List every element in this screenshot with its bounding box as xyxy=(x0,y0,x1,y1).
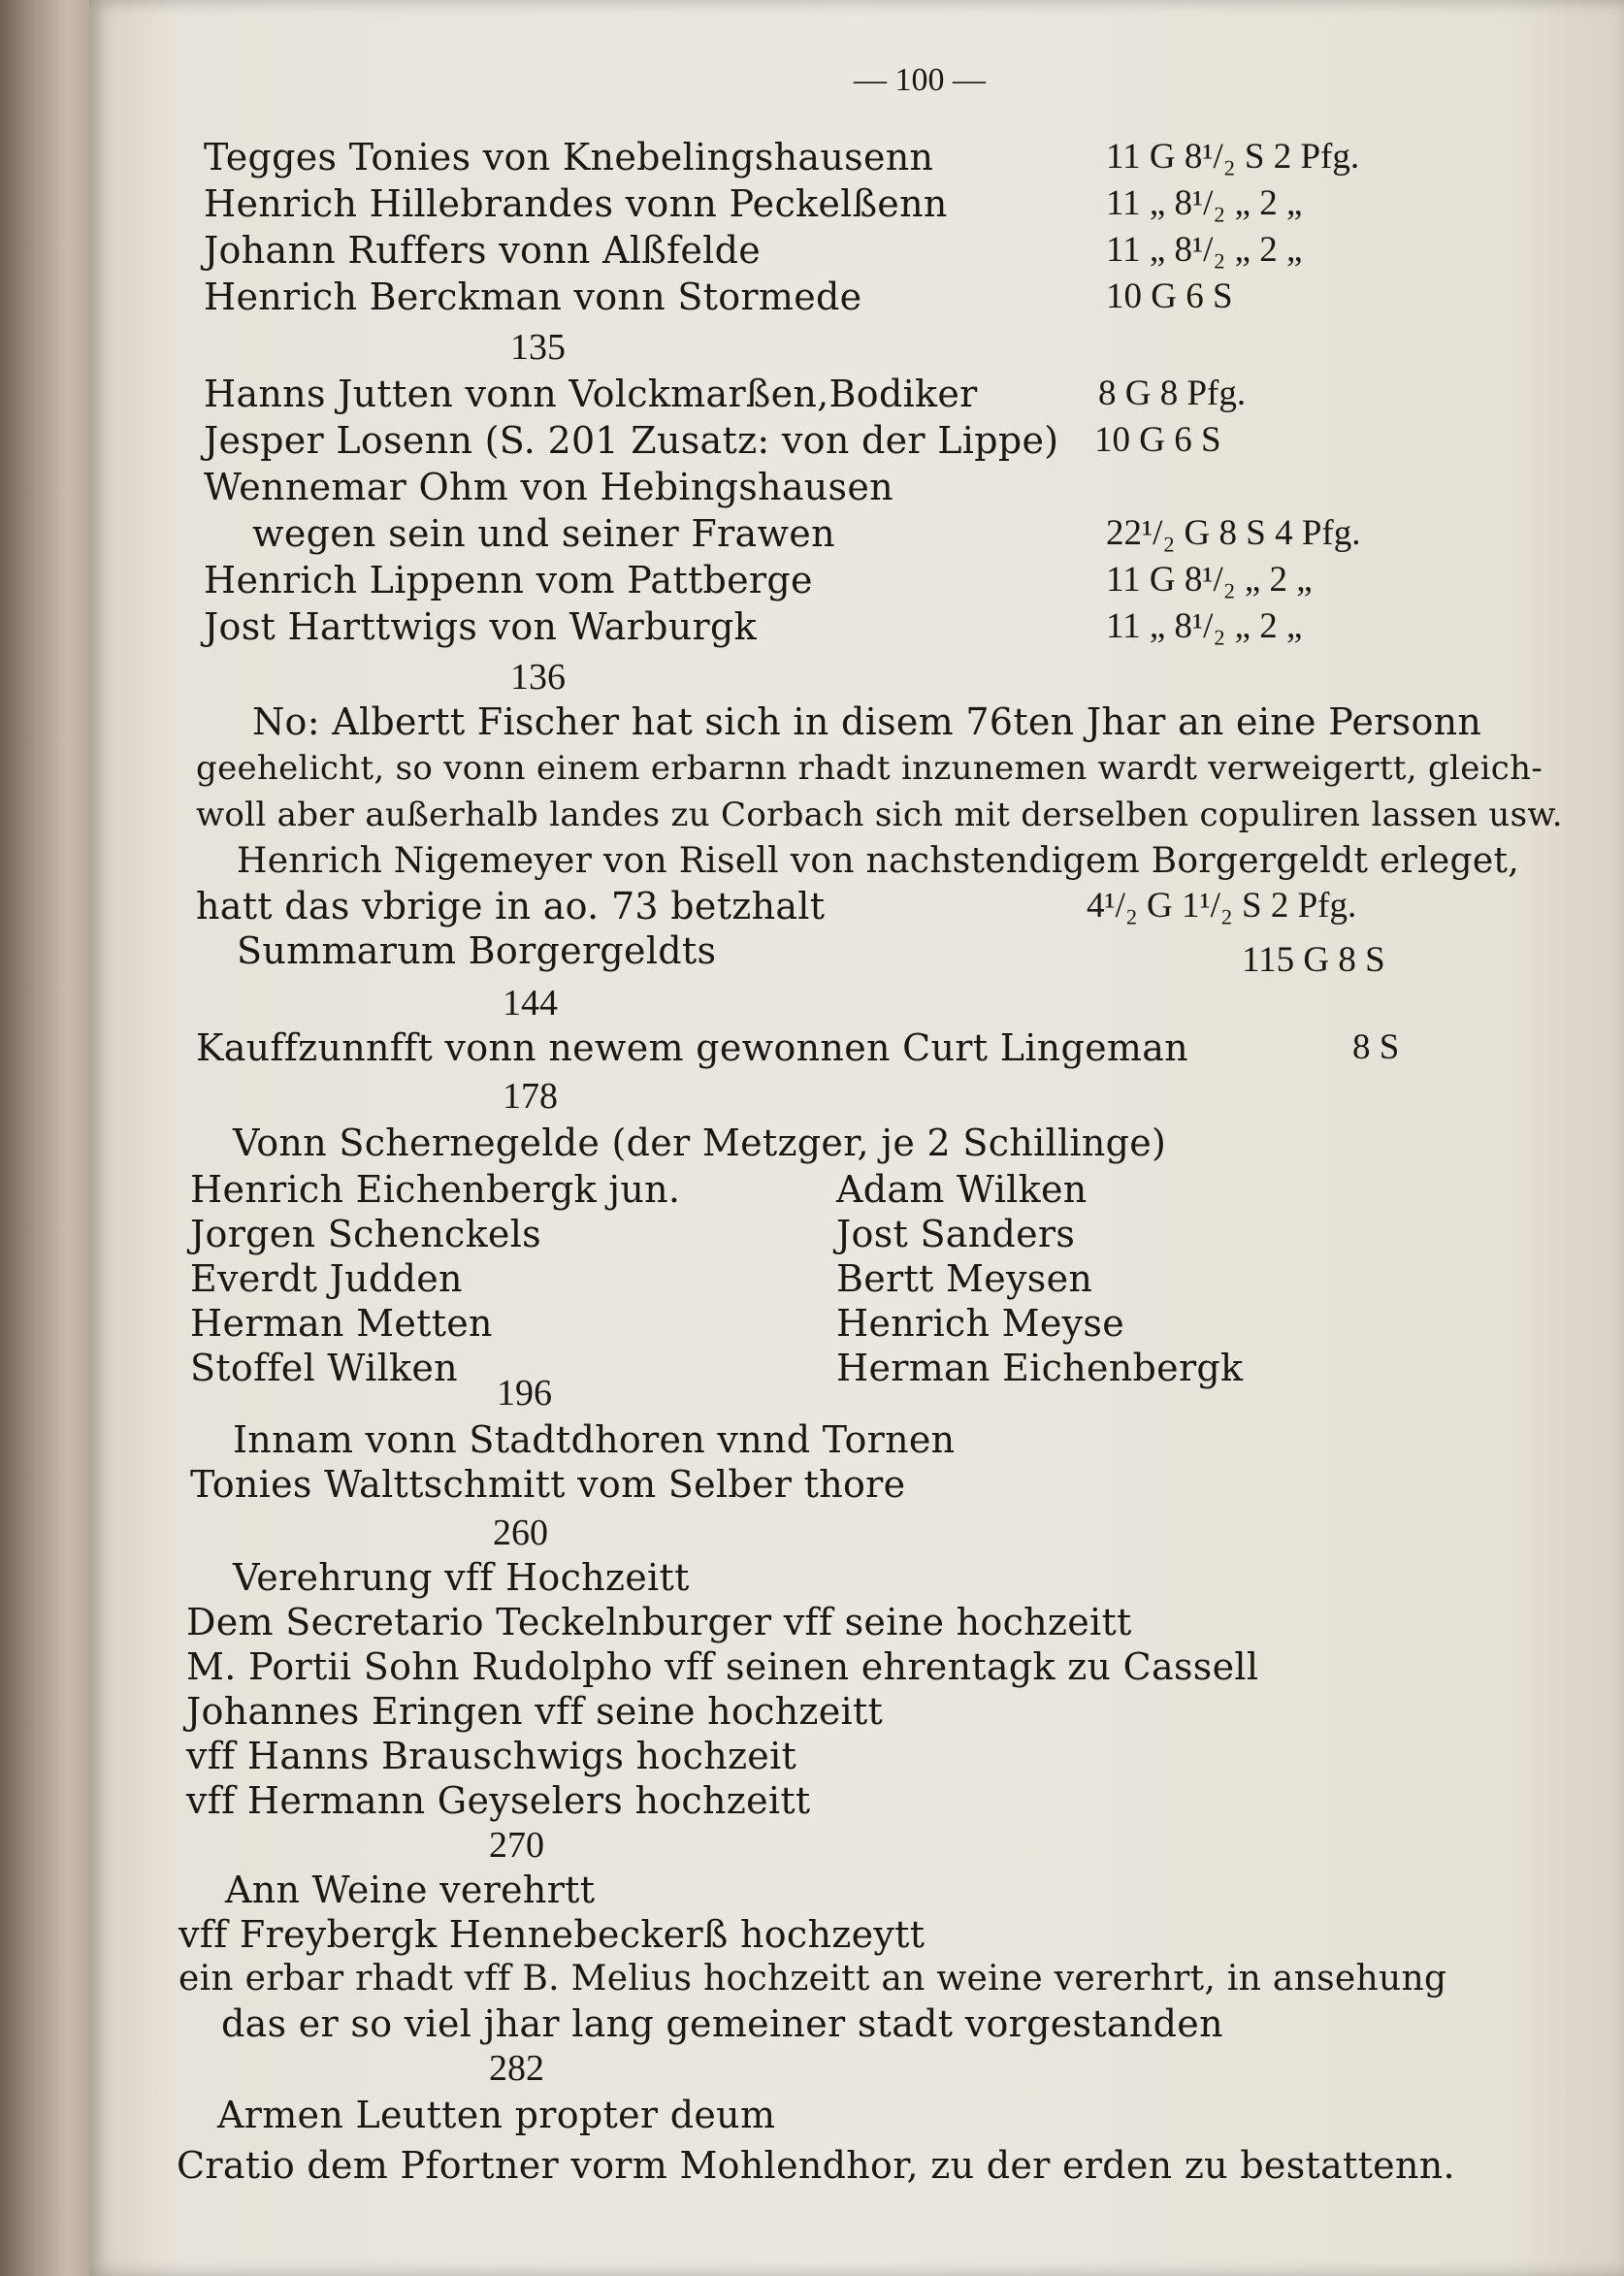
entry-text: hatt das vbrige in ao. 73 betzhalt xyxy=(196,885,826,927)
entry-text: vff Freybergk Hennebeckerß hochzeytt xyxy=(179,1913,926,1956)
section-number: 144 xyxy=(503,983,558,1024)
list-item: Herman Eichenbergk xyxy=(836,1347,1244,1389)
entry-text: Henrich Hillebrandes vonn Peckelßenn xyxy=(204,182,948,225)
entry-amount: 10 G 6 S xyxy=(1106,276,1233,316)
entry-amount: 115 G 8 S xyxy=(1242,940,1385,980)
entry-text: M. Portii Sohn Rudolpho vff seinen ehrentagk zu Cassell xyxy=(186,1645,1259,1688)
section-number: 196 xyxy=(497,1373,552,1414)
paragraph-line: No: Albertt Fischer hat sich in disem 76ten Jhar an eine Personn xyxy=(252,700,1482,743)
section-number: 270 xyxy=(489,1825,544,1866)
entry-text: Armen Leutten propter deum xyxy=(217,2094,776,2136)
list-item: Henrich Meyse xyxy=(836,1302,1125,1345)
entry-text: Tegges Tonies von Knebelingshausenn xyxy=(204,136,934,179)
book-page xyxy=(89,0,1624,2276)
entry-text: Johannes Eringen vff seine hochzeitt xyxy=(186,1690,884,1733)
entry-amount: 8 S xyxy=(1352,1027,1400,1067)
entry-text: ein erbar rhadt vff B. Melius hochzeitt an weine vererhrt, in ansehung xyxy=(179,1959,1447,1999)
entry-text: Ann Weine verehrtt xyxy=(225,1869,596,1911)
paragraph-line: Henrich Nigemeyer von Risell von nachstendigem Borgergeldt erleget, xyxy=(237,841,1519,881)
entry-amount: 11 „ 8¹/₂ „ 2 „ xyxy=(1106,606,1303,646)
paragraph-line: woll aber außerhalb landes zu Corbach sich mit derselben copuliren lassen usw. xyxy=(196,796,1563,834)
entry-text: Jesper Losenn (S. 201 Zusatz: von der Lippe) xyxy=(204,419,1059,462)
entry-amount: 11 „ 8¹/₂ „ 2 „ xyxy=(1106,230,1303,270)
section-number: 282 xyxy=(489,2048,544,2089)
entry-text: Hanns Jutten vonn Volckmarßen,Bodiker xyxy=(204,373,978,415)
entry-text: Innam vonn Stadtdhoren vnnd Tornen xyxy=(233,1418,956,1461)
list-item: Adam Wilken xyxy=(836,1168,1088,1211)
list-item: Bertt Meysen xyxy=(836,1257,1093,1300)
entry-amount: 11 G 8¹/₂ S 2 Pfg. xyxy=(1106,137,1360,177)
entry-text: Henrich Berckman vonn Stormede xyxy=(204,276,862,318)
entry-text: vff Hermann Geyselers hochzeitt xyxy=(186,1779,811,1822)
section-number: 135 xyxy=(510,327,566,368)
list-item: Jost Sanders xyxy=(836,1213,1076,1255)
entry-text: Summarum Borgergeldts xyxy=(237,929,717,972)
paragraph-line: geehelicht, so vonn einem erbarnn rhadt inzunemen wardt verweigertt, gleich- xyxy=(196,749,1543,788)
entry-text: Jost Harttwigs von Warburgk xyxy=(204,605,757,648)
book-spine-edge xyxy=(0,0,89,2276)
entry-text: vff Hanns Brauschwigs hochzeit xyxy=(186,1735,797,1777)
entry-text: Dem Secretario Teckelnburger vff seine hochzeitt xyxy=(186,1601,1132,1643)
entry-text: Kauffzunnfft vonn newem gewonnen Curt Lingeman xyxy=(196,1026,1188,1069)
section-number: 178 xyxy=(503,1076,558,1117)
entry-text: Johann Ruffers vonn Alßfelde xyxy=(204,229,761,272)
entry-amount: 8 G 8 Pfg. xyxy=(1098,374,1247,413)
entry-text: Vonn Schernegelde (der Metzger, je 2 Schillinge) xyxy=(233,1122,1167,1164)
section-number: 260 xyxy=(493,1512,548,1553)
section-number: 136 xyxy=(510,657,566,698)
list-item: Henrich Eichenbergk jun. xyxy=(190,1168,681,1211)
list-item: Jorgen Schenckels xyxy=(190,1213,541,1255)
entry-amount: 10 G 6 S xyxy=(1094,420,1221,460)
entry-text: Wennemar Ohm von Hebingshausen xyxy=(204,466,893,508)
entry-amount: 11 G 8¹/₂ „ 2 „ xyxy=(1106,560,1313,600)
list-item: Everdt Judden xyxy=(190,1257,463,1300)
entry-amount: 4¹/₂ G 1¹/₂ S 2 Pfg. xyxy=(1087,886,1357,926)
entry-text: das er so viel jhar lang gemeiner stadt vorgestanden xyxy=(221,2002,1223,2045)
list-item: Stoffel Wilken xyxy=(190,1347,458,1389)
entry-amount: 22¹/₂ G 8 S 4 Pfg. xyxy=(1106,513,1361,553)
entry-text: wegen sein und seiner Frawen xyxy=(252,512,835,555)
page-number: — 100 — xyxy=(854,62,986,98)
entry-text: Cratio dem Pfortner vorm Mohlendhor, zu der erden zu bestattenn. xyxy=(177,2144,1455,2187)
entry-text: Henrich Lippenn vom Pattberge xyxy=(204,559,813,602)
entry-text: Verehrung vff Hochzeitt xyxy=(233,1556,690,1599)
entry-text: Tonies Walttschmitt vom Selber thore xyxy=(190,1463,906,1506)
list-item: Herman Metten xyxy=(190,1302,493,1345)
entry-amount: 11 „ 8¹/₂ „ 2 „ xyxy=(1106,183,1303,223)
